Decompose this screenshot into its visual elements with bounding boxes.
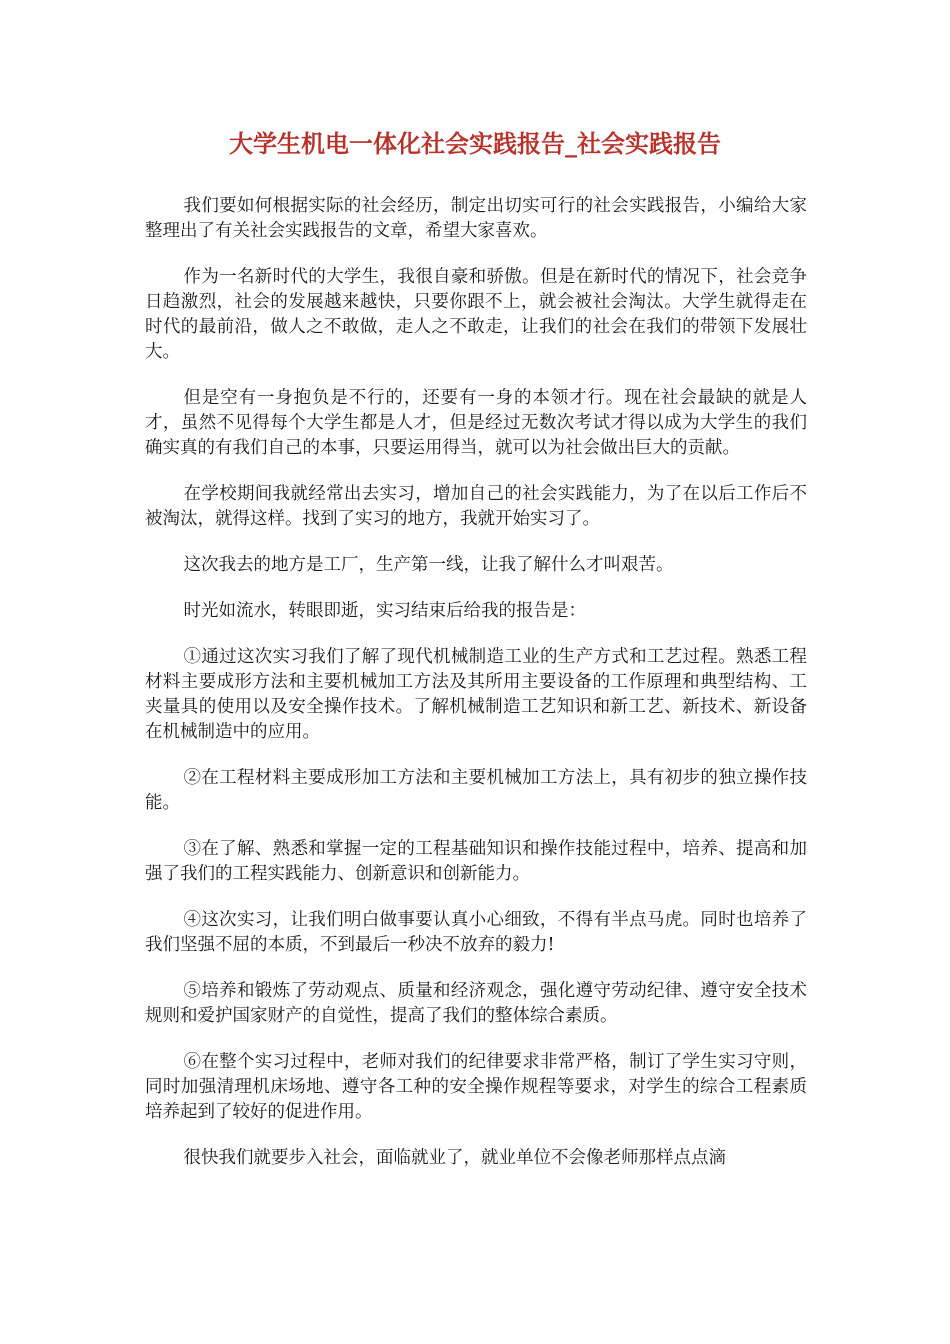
paragraph: 这次我去的地方是工厂，生产第一线，让我了解什么才叫艰苦。 bbox=[183, 555, 674, 575]
paragraph: ④这次实习，让我们明白做事要认真小心细致，不得有半点马虎。同时也培养了我们坚强不屈的本质，不到最后一秒决不放弃的毅力! bbox=[145, 910, 807, 955]
document-body bbox=[145, 194, 807, 1192]
paragraph: 时光如流水，转眼即逝，实习结束后给我的报告是： bbox=[183, 601, 586, 621]
paragraph: ③在了解、熟悉和掌握一定的工程基础知识和操作技能过程中，培养、提高和加强了我们的工程实践能力、创新意识和创新能力。 bbox=[145, 839, 807, 884]
paragraph: ②在工程材料主要成形加工方法和主要机械加工方法上，具有初步的独立操作技能。 bbox=[145, 768, 807, 813]
paragraph: ⑤培养和锻炼了劳动观点、质量和经济观念，强化遵守劳动纪律、遵守安全技术规则和爱护国家财产的自觉性，提高了我们的整体综合素质。 bbox=[145, 981, 807, 1026]
paragraph: 在学校期间我就经常出去实习，增加自己的社会实践能力，为了在以后工作后不被淘汰，就得这样。找到了实习的地方，我就开始实习了。 bbox=[145, 484, 807, 529]
paragraph: ①通过这次实习我们了解了现代机械制造工业的生产方式和工艺过程。熟悉工程材料主要成形方法和主要机械加工方法及其所用主要设备的工作原理和典型结构、工夹量具的使用以及安全操作技术。了解机械制造工艺知识和新工艺、新技术、新设备在机械制造中的应用。 bbox=[145, 647, 807, 742]
paragraph: 但是空有一身抱负是不行的，还要有一身的本领才行。现在社会最缺的就是人才，虽然不见得每个大学生都是人才，但是经过无数次考试才得以成为大学生的我们确实真的有我们自己的本事，只要运用得当，就可以为社会做出巨大的贡献。 bbox=[145, 388, 807, 458]
document-title: 大学生机电一体化社会实践报告_社会实践报告 bbox=[229, 130, 721, 158]
paragraph: 很快我们就要步入社会，面临就业了，就业单位不会像老师那样点点滴 bbox=[183, 1148, 726, 1168]
paragraph: ⑥在整个实习过程中，老师对我们的纪律要求非常严格，制订了学生实习守则，同时加强清理机床场地、遵守各工种的安全操作规程等要求，对学生的综合工程素质培养起到了较好的促进作用。 bbox=[145, 1052, 807, 1122]
paragraph: 我们要如何根据实际的社会经历，制定出切实可行的社会实践报告，小编给大家整理出了有关社会实践报告的文章，希望大家喜欢。 bbox=[145, 196, 807, 241]
paragraph: 作为一名新时代的大学生，我很自豪和骄傲。但是在新时代的情况下，社会竞争日趋激烈，社会的发展越来越快，只要你跟不上，就会被社会淘汰。大学生就得走在时代的最前沿，做人之不敢做，走人之不敢走，让我们的社会在我们的带领下发展壮大。 bbox=[145, 267, 807, 362]
